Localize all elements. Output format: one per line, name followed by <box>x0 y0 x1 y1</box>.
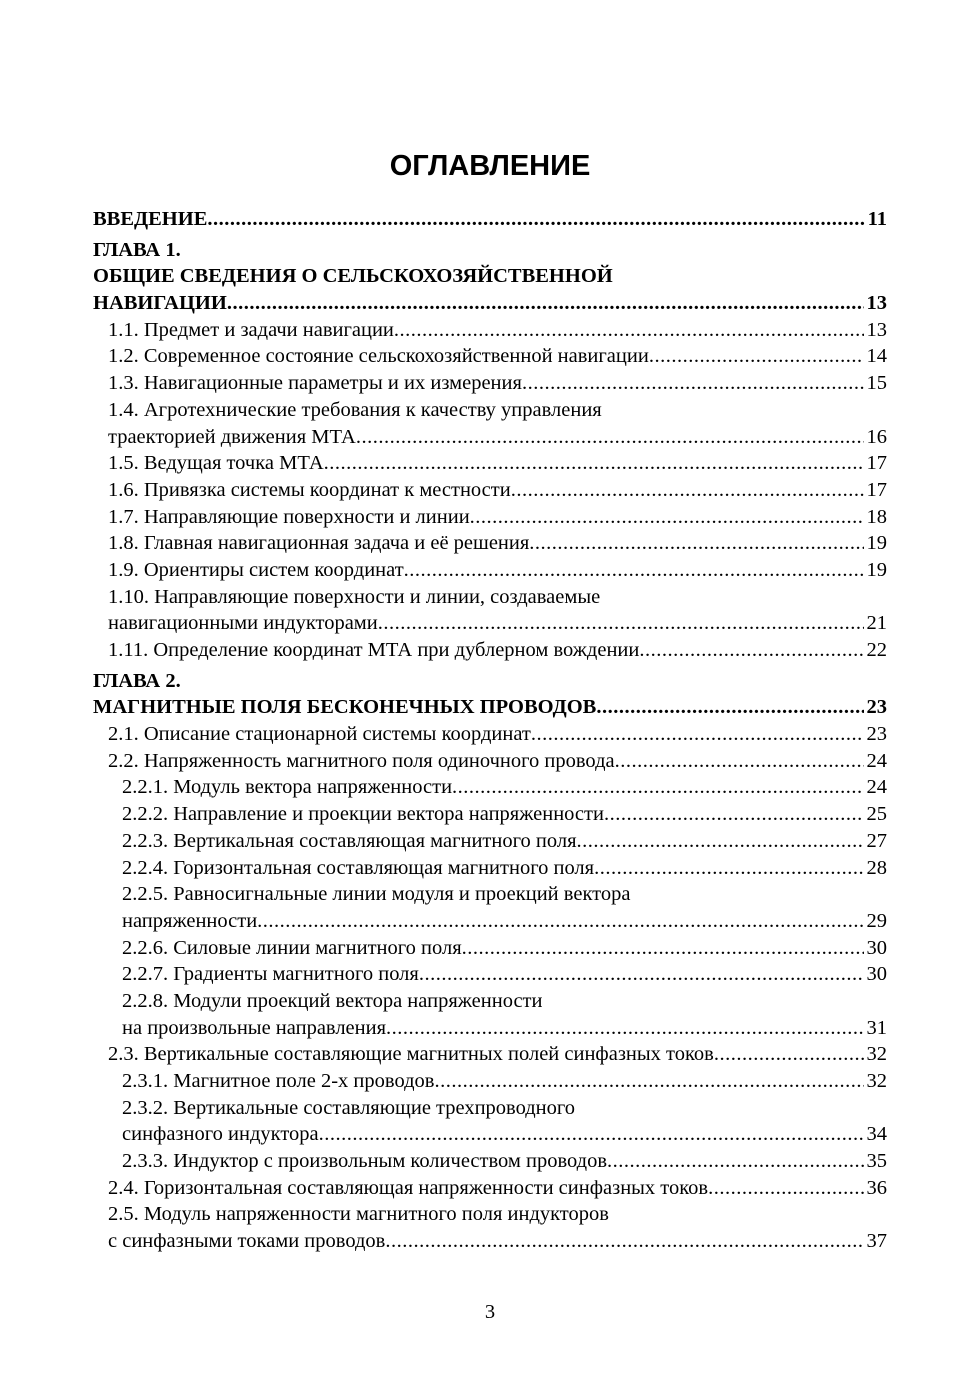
dot-leader <box>594 855 863 882</box>
toc-entry[interactable] <box>93 206 887 233</box>
dot-leader <box>511 477 864 504</box>
toc-entry-line <box>108 370 887 397</box>
toc-page-number: 30 <box>866 963 887 986</box>
toc-entry-line <box>122 1068 887 1095</box>
toc-entry-line <box>108 504 887 531</box>
toc-entry[interactable] <box>93 881 887 934</box>
dot-leader <box>529 530 863 557</box>
toc-page-number: 19 <box>866 558 887 581</box>
toc-entry-line <box>122 855 887 882</box>
toc-entry-text: на произвольные направления <box>122 1016 387 1039</box>
toc-entry-line <box>108 317 887 344</box>
toc-entry-line <box>108 1041 887 1068</box>
dot-leader <box>207 206 864 233</box>
toc-page-number: 29 <box>866 909 887 932</box>
toc-entry-line <box>108 584 887 611</box>
toc-page-number: 22 <box>866 639 887 661</box>
toc-page-number: 19 <box>866 532 887 555</box>
toc-entry-line <box>108 721 887 748</box>
toc-entry-line <box>108 610 887 637</box>
toc-entry-line <box>93 206 887 233</box>
toc-entry[interactable] <box>93 988 887 1041</box>
toc-page-number: 23 <box>866 696 887 719</box>
toc-entry[interactable] <box>93 637 887 664</box>
toc-entry-text: 1.8. Главная навигационная задача и её решения <box>108 532 530 555</box>
toc-entry[interactable] <box>93 397 887 450</box>
dot-leader <box>714 1041 864 1068</box>
toc-page-number: 24 <box>866 749 887 772</box>
toc-entry[interactable] <box>93 748 887 775</box>
dot-leader <box>257 908 863 935</box>
toc-entry-text: 2.1. Описание стационарной системы координат <box>108 723 531 746</box>
dot-leader <box>227 290 864 317</box>
toc-entry-text: 1.5. Ведущая точка МТА <box>108 452 324 475</box>
toc-entry-text: МАГНИТНЫЕ ПОЛЯ БЕСКОНЕЧНЫХ ПРОВОДОВ <box>93 696 597 719</box>
toc-page-number: 30 <box>866 936 887 959</box>
toc-entry-text: 1.4. Агротехнические требования к качеству управления <box>108 398 602 421</box>
toc-entry-line <box>122 961 887 988</box>
toc-entry-line <box>122 774 887 801</box>
dot-leader <box>324 450 864 477</box>
toc-entry-text: 2.2. Напряженность магнитного поля одиночного провода <box>108 749 615 772</box>
toc-page-number: 23 <box>866 723 887 746</box>
toc-entry-line <box>122 1015 887 1042</box>
toc-page-number: 24 <box>866 776 887 799</box>
toc-entry-text: траекторией движения МТА <box>108 425 356 448</box>
toc-entry-line <box>122 1095 887 1122</box>
toc-entry-line <box>93 237 887 264</box>
toc-entry-line <box>108 1201 887 1228</box>
toc-entry-text: ОБЩИЕ СВЕДЕНИЯ О СЕЛЬСКОХОЗЯЙСТВЕННОЙ <box>93 265 613 288</box>
dot-leader <box>577 828 864 855</box>
toc-entry[interactable] <box>93 1095 887 1148</box>
toc-page-number: 28 <box>866 856 887 879</box>
toc-entry-text: напряженности <box>122 909 258 932</box>
toc-page-number: 18 <box>866 505 887 528</box>
toc-entry-line <box>108 477 887 504</box>
dot-leader <box>452 774 863 801</box>
toc-page-number: 32 <box>866 1043 887 1066</box>
toc-page-number: 25 <box>866 803 887 826</box>
toc-entry-text: 2.2.6. Силовые линии магнитного поля <box>122 936 462 959</box>
toc-page-number: 13 <box>866 318 887 341</box>
toc-entry-line <box>122 801 887 828</box>
toc-page-number: 16 <box>866 425 887 448</box>
toc-entry-line <box>108 343 887 370</box>
toc-entry-text: 1.7. Направляющие поверхности и линии <box>108 505 470 528</box>
dot-leader <box>522 370 864 397</box>
toc-entry-line <box>93 694 887 721</box>
toc-entry-text: 2.3.2. Вертикальные составляющие трехпроводного <box>122 1096 576 1119</box>
toc-page-number: 14 <box>866 345 887 368</box>
toc-entry[interactable] <box>93 1201 887 1254</box>
toc-entry-line <box>108 748 887 775</box>
toc-page-number: 31 <box>866 1016 887 1039</box>
toc-entry-text: синфазного индуктора <box>122 1123 319 1146</box>
dot-leader <box>649 343 864 370</box>
toc-entry-line <box>108 637 887 664</box>
toc-page-number: 37 <box>866 1230 887 1253</box>
dot-leader <box>385 1228 863 1255</box>
toc-entry-text: 1.2. Современное состояние сельскохозяйственной навигации <box>108 345 649 368</box>
toc-entry[interactable] <box>93 935 887 962</box>
toc-chapter-entry[interactable] <box>93 237 887 317</box>
dot-leader <box>356 424 864 451</box>
toc-entry-text: навигационными индукторами <box>108 612 378 635</box>
dot-leader <box>639 637 863 664</box>
dot-leader <box>607 1148 863 1175</box>
table-of-contents <box>93 206 887 1255</box>
toc-entry-line <box>108 1175 887 1202</box>
dot-leader <box>394 317 864 344</box>
toc-entry-text: с синфазными токами проводов <box>108 1230 386 1253</box>
toc-entry[interactable] <box>93 1068 887 1095</box>
dot-leader <box>319 1121 864 1148</box>
dot-leader <box>419 961 864 988</box>
toc-entry-line <box>122 988 887 1015</box>
dot-leader <box>462 935 864 962</box>
toc-entry-line <box>93 263 887 290</box>
toc-entry-text: 2.2.7. Градиенты магнитного поля <box>122 963 419 986</box>
toc-entry[interactable] <box>93 828 887 855</box>
toc-page-number: 17 <box>866 478 887 501</box>
toc-page-number: 27 <box>866 829 887 852</box>
toc-page-number: 36 <box>866 1176 887 1199</box>
dot-leader <box>708 1175 863 1202</box>
page-title: ОГЛАВЛЕНИЕ <box>389 150 591 182</box>
toc-entry-text: 1.3. Навигационные параметры и их измерения <box>108 372 522 395</box>
dot-leader <box>604 801 864 828</box>
toc-entry[interactable] <box>93 584 887 637</box>
toc-entry-text: ВВЕДЕНИЕ <box>93 208 208 230</box>
toc-entry[interactable] <box>93 504 887 531</box>
dot-leader <box>378 610 864 637</box>
toc-entry-line <box>108 1228 887 1255</box>
toc-entry[interactable] <box>93 961 887 988</box>
toc-entry-text: 1.1. Предмет и задачи навигации <box>108 318 394 341</box>
toc-entry-text: 2.2.2. Направление и проекции вектора напряженности <box>122 803 604 826</box>
dot-leader <box>596 694 863 721</box>
toc-entry-line <box>122 935 887 962</box>
toc-entry-text: 2.2.1. Модуль вектора напряженности <box>122 776 453 799</box>
toc-entry-text: 2.2.8. Модули проекций вектора напряженности <box>122 989 543 1012</box>
toc-entry-line <box>108 424 887 451</box>
toc-entry[interactable] <box>93 557 887 584</box>
toc-entry[interactable] <box>93 1175 887 1202</box>
toc-entry-text: 2.3.3. Индуктор с произвольным количеством проводов <box>122 1150 608 1173</box>
toc-entry-line <box>122 908 887 935</box>
toc-entry-text: 1.6. Привязка системы координат к местности <box>108 478 511 501</box>
dot-leader <box>531 721 864 748</box>
toc-entry-line <box>93 290 887 317</box>
toc-entry[interactable] <box>93 530 887 557</box>
toc-entry-text: ГЛАВА 2. <box>93 669 181 692</box>
toc-entry-text: 2.4. Горизонтальная составляющая напряженности синфазных токов <box>108 1176 709 1199</box>
dot-leader <box>470 504 864 531</box>
toc-entry[interactable] <box>93 317 887 344</box>
toc-page-number: 32 <box>866 1070 887 1092</box>
toc-page-number: 34 <box>866 1123 887 1146</box>
dot-leader <box>615 748 864 775</box>
toc-page-number: 17 <box>866 452 887 475</box>
toc-entry-text: 2.2.4. Горизонтальная составляющая магнитного поля <box>122 856 595 879</box>
toc-entry-line <box>108 397 887 424</box>
toc-entry[interactable] <box>93 855 887 882</box>
toc-entry[interactable] <box>93 343 887 370</box>
toc-entry-line <box>108 450 887 477</box>
toc-entry[interactable] <box>93 801 887 828</box>
toc-entry-line <box>122 828 887 855</box>
page-number: 3 <box>484 1301 496 1323</box>
toc-entry-text: 2.5. Модуль напряженности магнитного поля индукторов <box>108 1203 609 1226</box>
toc-entry-text: НАВИГАЦИИ <box>93 292 227 315</box>
toc-entry-text: 2.3.1. Магнитное поле 2-х проводов <box>122 1070 435 1092</box>
toc-entry-text: ГЛАВА 1. <box>93 238 181 261</box>
dot-leader <box>434 1068 863 1095</box>
toc-entry-text: 2.3. Вертикальные составляющие магнитных полей синфазных токов <box>108 1043 714 1066</box>
toc-page-number: 35 <box>866 1150 887 1173</box>
toc-entry-line <box>93 668 887 695</box>
toc-entry[interactable] <box>93 370 887 397</box>
toc-entry-line <box>122 881 887 908</box>
toc-page-number: 11 <box>867 208 887 230</box>
dot-leader <box>386 1015 863 1042</box>
toc-chapter-entry[interactable] <box>93 668 887 721</box>
dot-leader <box>404 557 864 584</box>
toc-page-number: 15 <box>866 372 887 395</box>
toc-entry-line <box>122 1148 887 1175</box>
toc-entry-text: 2.2.3. Вертикальная составляющая магнитного поля <box>122 829 577 852</box>
toc-entry[interactable] <box>93 721 887 748</box>
toc-entry-line <box>108 530 887 557</box>
toc-entry-line <box>108 557 887 584</box>
toc-entry[interactable] <box>93 450 887 477</box>
toc-page-number: 21 <box>866 612 887 635</box>
toc-entry-text: 1.10. Направляющие поверхности и линии, создаваемые <box>108 585 601 608</box>
toc-entry-text: 1.9. Ориентиры систем координат <box>108 558 404 581</box>
toc-page-number: 13 <box>866 292 887 315</box>
toc-entry[interactable] <box>93 1148 887 1175</box>
toc-entry-line <box>122 1121 887 1148</box>
toc-entry-text: 2.2.5. Равносигнальные линии модуля и проекций вектора <box>122 883 631 906</box>
toc-entry[interactable] <box>93 477 887 504</box>
toc-entry[interactable] <box>93 1041 887 1068</box>
toc-entry-text: 1.11. Определение координат МТА при дублерном вождении <box>108 639 640 661</box>
toc-entry[interactable] <box>93 774 887 801</box>
